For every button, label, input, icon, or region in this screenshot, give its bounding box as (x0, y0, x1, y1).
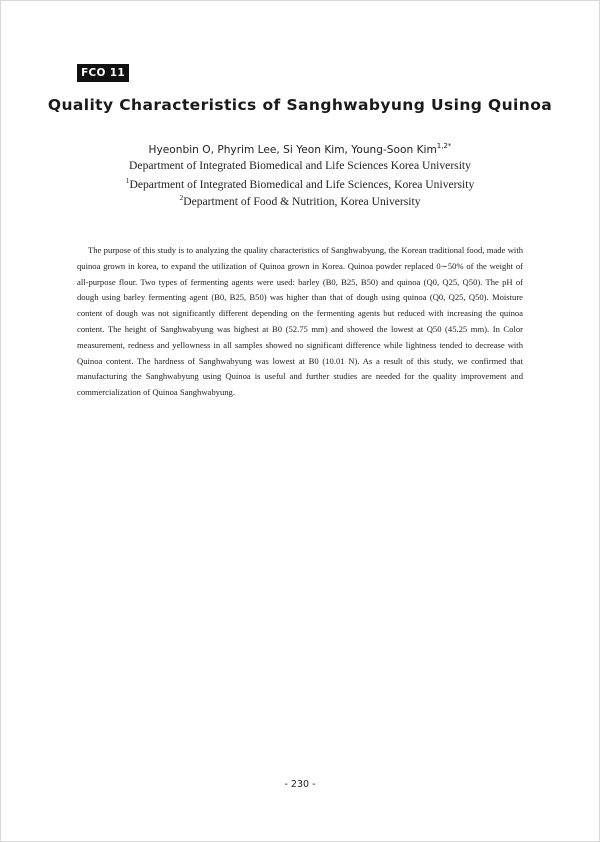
abstract-body: The purpose of this study is to analyzing the quality characteristics of Sanghwabyung, the Korean traditional food, made with quinoa grown in korea, to expand the utilization of Quinoa grown in Korea. Quinoa powder replaced 0∼50% of the weight of all-purpose flour. Two types of fermenting agents were used: barley (B0, B25, B50) and quinoa (Q0, Q25, Q50). The pH of dough using barley fermenting agent (B0, B25, B50) was higher than that of dough using quinoa (Q0, Q25, Q50). Moisture content of dough was not significantly different depending on the fermenting agents but reduced with increasing the quinoa content. The height of Sanghwabyung was highest at B0 (52.75 mm) and showed the lowest at Q50 (45.25 mm). In Color measurement, redness and yellowness in all samples showed no significant difference while lightness tended to decrease with Quinoa content. The hardness of Sanghwabyung was lowest at B0 (10.01 N). As a result of this study, we confirmed that manufacturing the Sanghwabyung using Quinoa is useful and further studies are needed for the quality improvement and commercialization of Quinoa Sanghwabyung. (77, 245, 523, 398)
affiliation-marker: 2 (179, 193, 184, 202)
session-code-badge: FCO 11 (77, 64, 129, 82)
affiliation-text: Department of Food & Nutrition, Korea University (183, 195, 421, 208)
affiliation-text: Department of Integrated Biomedical and Life Sciences, Korea University (129, 178, 475, 191)
author-list (0, 142, 600, 156)
affiliation-text: Department of Integrated Biomedical and Life Sciences Korea University (129, 159, 471, 172)
affiliation-line (0, 176, 600, 191)
paper-title: Quality Characteristics of Sanghwabyung Using Quinoa (47, 96, 553, 114)
affiliation-line (0, 193, 600, 208)
affiliation-marker: 1 (125, 176, 130, 185)
author-names: Hyeonbin O, Phyrim Lee, Si Yeon Kim, Young-Soon Kim (148, 144, 437, 156)
affiliation-line (0, 157, 600, 172)
author-superscript: 1,2* (436, 142, 452, 150)
page-number: - 230 - (284, 779, 316, 790)
